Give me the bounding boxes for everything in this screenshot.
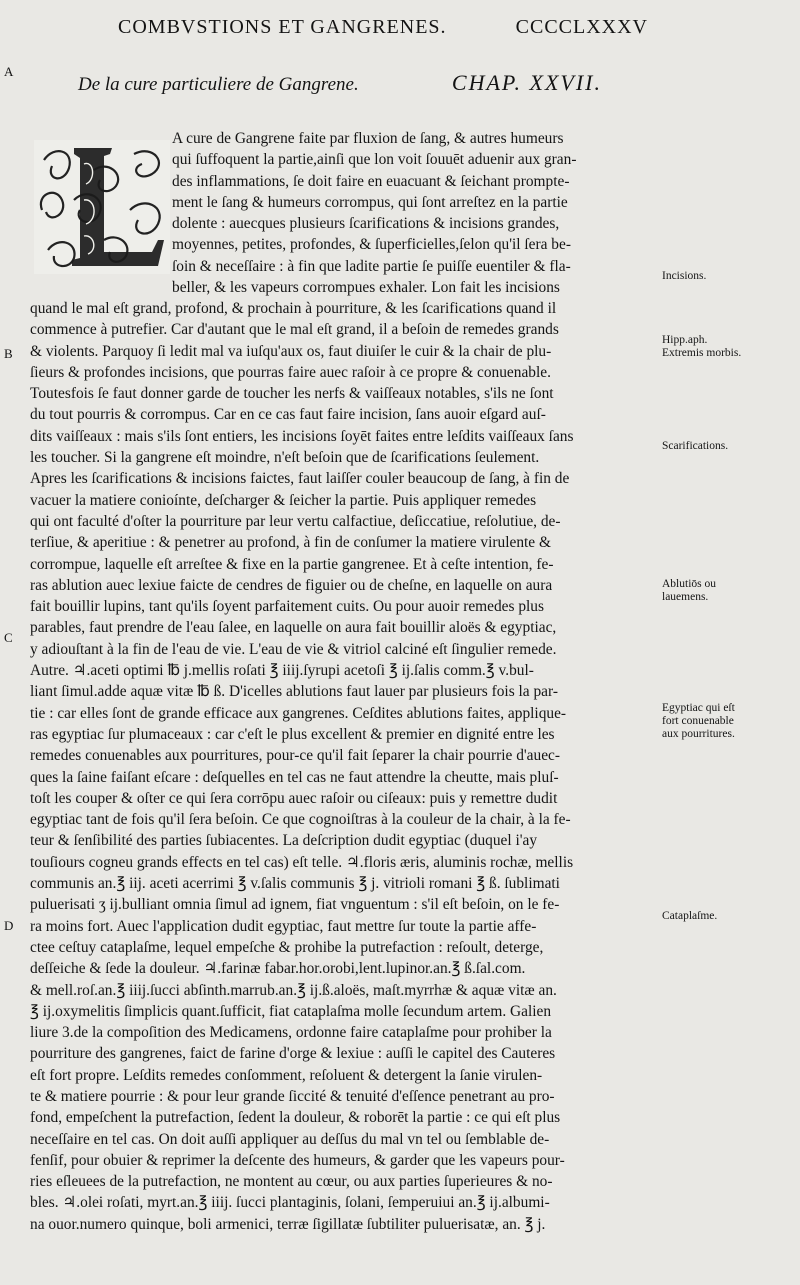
- text-line: eſt fort propre. Leſdits remedes conſomment, reſoluent & detergent la ſanie virulen-: [30, 1066, 543, 1084]
- text-line: neceſſaire en tel cas. On doit auſſi appliquer au deſſus du mal vn tel ou ſemblable de-: [30, 1130, 550, 1148]
- text-line: qui ſuffoquent la partie,ainſi que lon voit ſouuēt aduenir aux gran-: [172, 151, 577, 169]
- chapter-title: De la cure particuliere de Gangrene.: [78, 74, 359, 95]
- text-line: ra moins fort. Auec l'application dudit egyptiac, faut mettre ſur toute la partie affe-: [30, 917, 537, 935]
- side-note-incisions: Incisions.: [662, 270, 707, 282]
- margin-letter-c: C: [4, 630, 13, 645]
- text-line: moyennes, petites, profondes, & ſuperficielles,ſelon qu'il ſera be-: [172, 236, 571, 254]
- text-line: ras egyptiac ſur plumaceaux : car c'eſt le plus excellent & premier en dignité entre les: [30, 725, 555, 743]
- text-line: remedes conuenables aux pourritures, pour-ce qu'il fait ſeparer la chair pourrie d'auec-: [30, 747, 560, 765]
- text-line: du tout pourris & corrompus. Car en ce cas faut faire incision, ſans auoir eſgard auſ-: [30, 406, 546, 424]
- text-line: terſiue, & aperitiue : & penetrer au profond, à fin de conſumer la matiere virulente &: [30, 534, 551, 552]
- running-title: COMBVSTIONS ET GANGRENES.: [118, 16, 447, 38]
- text-line: beller, & les vapeurs corrompues exhaler. Lon fait les incisions: [172, 279, 560, 297]
- side-note-cataplasme: Cataplaſme.: [662, 910, 718, 922]
- text-line: deſſeiche & ſede la douleur. ♃.farinæ fabar.hor.orobi,lent.lupinor.an.℥ ß.ſal.com.: [30, 960, 526, 978]
- text-line: quand le mal eſt grand, profond, & prochain à pourriture, & les ſcarifications quand il: [30, 300, 557, 317]
- margin-letter-b: B: [4, 346, 13, 361]
- text-line: ſieurs & profondes incisions, que pourras faire auec raſoir à ce propre & conuenable.: [30, 363, 551, 381]
- text-line: fait bouillir lupins, tant qu'ils ſoyent parfaitement cuits. Ou pour auoir remedes plus: [30, 598, 544, 616]
- text-line: puluerisati ʒ ij.bulliant omnia ſimul ad ignem, fiat vnguentum : s'il eſt beſoin, on le fe-: [30, 896, 560, 914]
- folio-number: CCCCLXXXV: [515, 16, 648, 38]
- text-line: y adiouſtant à la fin de l'eau de vie. L'eau de vie & vitriol calciné eſt ſingulier remede.: [30, 640, 557, 658]
- text-line: Autre. ♃.aceti optimi ℔ j.mellis roſati ℥ iiij.ſyrupi acetoſi ℥ ij.ſalis comm.℥ v.bul-: [30, 662, 534, 680]
- text-line: liant ſimul.adde aquæ vitæ ℔ ß. D'icelles ablutions faut lauer par plusieurs fois la par-: [30, 683, 558, 701]
- text-line: des inflammations, ſe doit faire en euacuant & ſeichant prompte-: [172, 172, 570, 190]
- text-line: ras ablution auec lexiue faicte de cendres de figuier ou de cheſne, en laquelle on aura: [30, 576, 553, 594]
- text-line: pourriture des gangrenes, faict de farine d'orge & lexiue : auſſi le capitel des Cauteres: [30, 1045, 556, 1063]
- text-line: les toucher. Si la gangrene eſt moindre, n'eſt beſoin que de ſcarifications ſeulement.: [30, 449, 540, 467]
- side-note-scarifications: Scarifications.: [662, 440, 729, 452]
- margin-letter-d: D: [4, 918, 14, 933]
- text-line: ſoin & neceſſaire : à fin que ladite partie ſe puiſſe euentiler & fla-: [172, 257, 571, 275]
- margin-letter-a: A: [4, 64, 14, 79]
- text-line: dits vaiſſeaux : mais s'ils ſont entiers, les incisions ſoyēt faites entre leſdits vaiſſeaux ſans: [30, 427, 574, 445]
- text-line: fenſif, pour obuier & reprimer la deſcente des humeurs, & garder que les vapeurs pour-: [30, 1151, 565, 1169]
- text-line: bles. ♃.olei roſati, myrt.an.℥ iiij. ſucci plantaginis, ſolani, ſemperuiui an.℥ ij.albumi-: [30, 1194, 550, 1212]
- text-line: vacuer la matiere conioínte, deſcharger & ſeicher la partie. Puis appliquer remedes: [30, 491, 537, 509]
- side-note-ablutions: Ablutiōs ou lauemens.: [662, 578, 716, 603]
- text-line: commence à putrefier. Car d'autant que le mal eſt grand, il a beſoin de remedes grands: [30, 321, 559, 339]
- text-line: egyptiac tant de fois qu'il ſera beſoin. Ce que cognoiſtras à la couleur de la chair, à la fe-: [30, 811, 571, 829]
- text-line: & mell.roſ.an.℥ iiij.ſucci abſinth.marrub.an.℥ ij.ß.aloës, maſt.myrrhæ & aquæ vitæ an.: [30, 981, 557, 999]
- opening-paragraph: [172, 128, 658, 298]
- text-line: & violents. Parquoy ſi ledit mal va iuſqu'aux os, faut diuiſer le cuir & la chair de plu-: [30, 342, 552, 360]
- text-line: tie : car elles ſont de grande efficace aux gangrenes. Ceſdites ablutions faites, applique-: [30, 704, 567, 722]
- running-header: [118, 16, 648, 39]
- text-line: Apres les ſcarifications & incisions faictes, faut laiſſer couler beaucoup de ſang, à fin de: [30, 470, 570, 488]
- side-note-egyptiac: Egyptiac qui eſt fort conuenable aux pourritures.: [662, 702, 735, 740]
- text-line: fond, empeſchent la putrefaction, ſedent la douleur, & roborēt la partie : ce qui eſt plus: [30, 1109, 561, 1127]
- text-line: parables, faut prendre de l'eau ſalee, en laquelle on aura fait bouillir aloës & egyptiac,: [30, 619, 557, 637]
- chapter-heading: [78, 70, 602, 96]
- decorated-initial: [34, 140, 170, 274]
- text-line: ment le ſang & humeurs corrompus, qui ſont arreſtez en la partie: [172, 193, 568, 211]
- text-line: na ouor.numero quinque, boli armenici, terræ ſigillatæ ſubtiliter puluerisatæ, an. ℥ j.: [30, 1215, 546, 1233]
- text-line: communis an.℥ iij. aceti acerrimi ℥ v.ſalis communis ℥ j. vitrioli romani ℥ ß. ſublimati: [30, 875, 560, 893]
- text-line: touſiours cogneu grands effects en tel cas) eſt telle. ♃.floris æris, aluminis rochæ, mellis: [30, 853, 574, 871]
- text-line: dolente : auecques plusieurs ſcarifications & incisions grandes,: [172, 215, 560, 233]
- chapter-number: CHAP. XXVII.: [451, 70, 602, 95]
- text-line: Toutesfois ſe faut donner garde de toucher les nerfs & vaiſſeaux notables, s'ils ne ſont: [30, 385, 554, 403]
- text-line: toſt les couper & oſter ce qui ſera corrōpu auec raſoir ou ciſeaux: puis y remettre dudit: [30, 789, 558, 807]
- text-line: A cure de Gangrene faite par fluxion de ſang, & autres humeurs: [172, 130, 564, 147]
- body-text: [30, 298, 658, 1235]
- text-line: liure 3.de la compoſition des Medicamens, ordonne faire cataplaſme pour prohiber la: [30, 1024, 552, 1042]
- text-line: te & matiere pourrie : & pour leur grande ſiccité & tenuité d'eſſence penetrant au pro-: [30, 1087, 555, 1105]
- text-line: teur & ſenſibilité des parties ſubiacentes. La deſcription dudit egyptiac (duquel i'ay: [30, 832, 538, 850]
- text-line: ries eſleuees de la putrefaction, ne montent au cœur, ou aux parties ſuperieures & no-: [30, 1173, 553, 1191]
- side-note-hippocrates: Hipp.aph. Extremis morbis.: [662, 334, 742, 359]
- text-line: ℥ ij.oxymelitis ſimplicis quant.ſufficit, fiat cataplaſma molle ſecundum artem. Galien: [30, 1002, 552, 1020]
- text-line: qui ont faculté d'oſter la pourriture par leur vertu calfactiue, deſiccatiue, reſolutiue, de-: [30, 512, 561, 530]
- initial-ornament-icon: [34, 140, 170, 274]
- text-line: corrompue, laquelle eſt arreſtee & fixe en la partie gangrenee. Et à ceſte intention, fe-: [30, 555, 554, 573]
- text-line: ctee ceſtuy cataplaſme, lequel empeſche & prohibe la putrefaction : reſoult, deterge,: [30, 938, 544, 956]
- text-line: ques la ſaine faiſant eſcare : deſquelles en tel cas ne faut attendre la cheutte, mais pluſ-: [30, 768, 559, 786]
